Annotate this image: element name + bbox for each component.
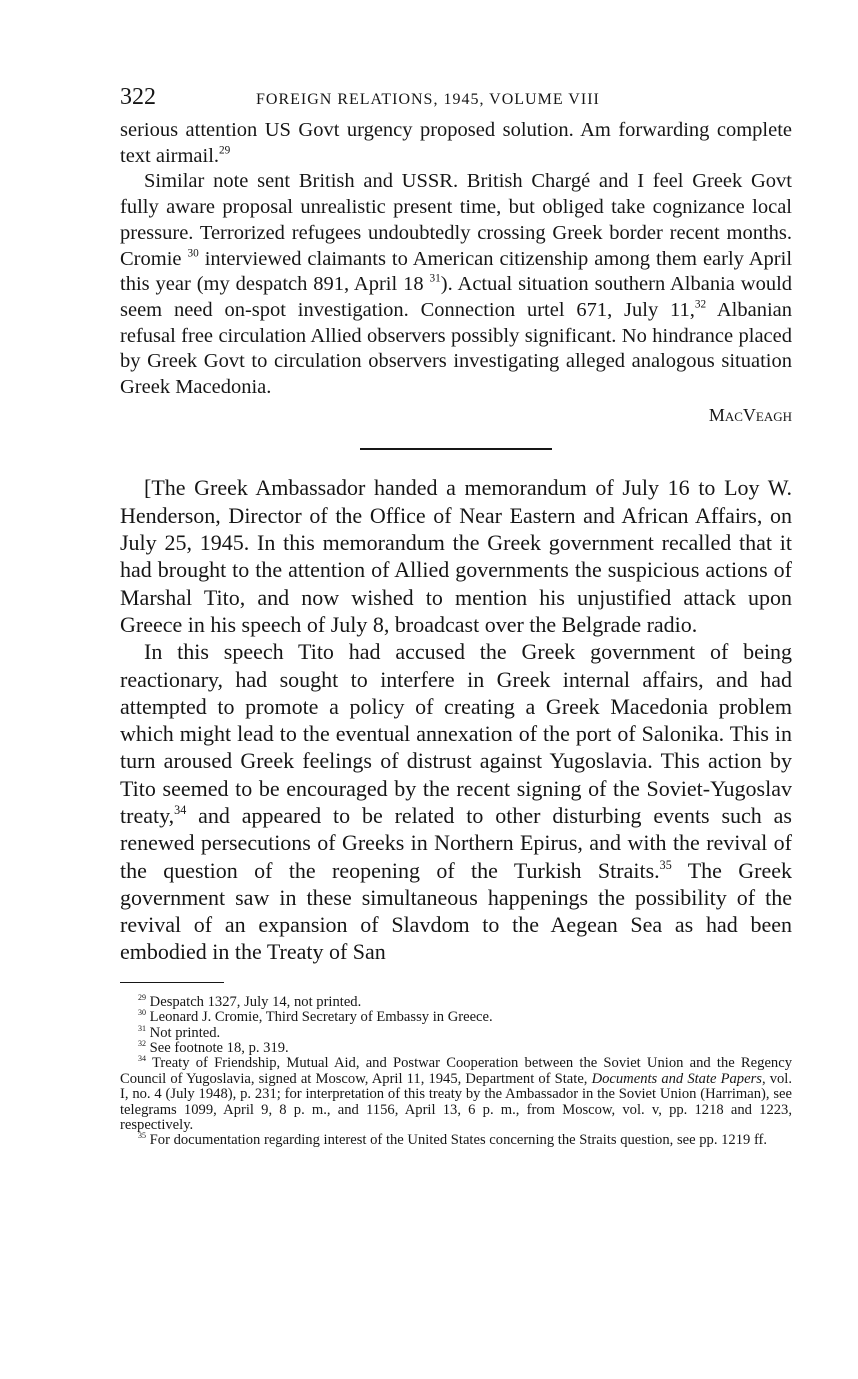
footnote-ref-29: 29 [219,144,231,157]
footnotes [120,992,792,1149]
running-head [120,84,792,118]
document-page [120,84,792,1149]
footnote-text: For documentation regarding interest of the United States concerning the Straits question, see pp. 1219 ff. [149,1132,768,1149]
page-number: 322 [120,84,156,110]
telegram-paragraph-2-part-3: ). Actual situation southern Albania would seem need on-spot investigation. Connection urtel 671, July 11, [120,273,793,321]
footnote-text: Treaty of Friendship, Mutual Aid, and Postwar Cooperation between the Soviet Union and the Regency Council of Yugoslavia, signed at Moscow, April 11, 1945, Department of State, [120,1055,792,1087]
footnote-ref-32: 32 [694,298,707,311]
footnote-31 [120,1023,792,1041]
footnote-30 [120,1010,792,1025]
telegram-paragraph-1-text: serious attention US Govt urgency proposed solution. Am forwarding complete text airmail. [120,119,792,167]
footnote-ref-35: 35 [659,857,672,872]
footnote-number: 30 [138,1008,147,1018]
footnote-number: 31 [138,1023,147,1033]
telegram-paragraph-2-part-4: Albanian refusal free circulation Allied observers possibly significant. No hindrance placed by Greek Govt to circulation observers investigating alleged analogous situation Greek Macedonia. [120,298,792,399]
footnote-ref-34: 34 [174,802,187,817]
footnote-ref-30: 30 [187,247,199,260]
editorial-paragraph-2 [120,638,792,966]
footnote-35 [120,1133,792,1148]
editorial-paragraph-1: [The Greek Ambassador handed a memorandum of July 16 to Loy W. Henderson, Director of the Office of Near Eastern and African Affairs, on July 25, 1945. In this memorandum the Greek government recalled that it had brought to the attention of Allied governments the suspicious actions of Marshal Tito, and now wished to mention his unjustified attack upon Greece in his speech of July 8, broadcast over the Belgrade radio. [120,475,792,637]
editorial-note [120,474,792,965]
footnote-29 [120,992,792,1010]
telegram-paragraph-2-part-2: interviewed claimants to American citizenship among them early April this year (my despatch 891, April 18 [120,247,793,296]
telegram-paragraph-2 [120,169,792,400]
footnote-text: Not printed. [149,1024,221,1041]
signature: MacVeagh [708,404,792,425]
footnote-text-continued: , vol. I, no. 4 (July 1948), p. 231; for interpretation of this treaty by the Ambassador in the Soviet Union (Harriman), see telegrams 1099, April 9, 8 p. m., and 1156, April 13, 6 p. m., from Moscow, vol. v, pp. 1218 and 1223, respectively. [120,1070,792,1134]
telegram-text [120,118,792,428]
editorial-paragraph-2-part-2: and appeared to be related to other disturbing events such as renewed persecutions of Greeks in Northern Epirus, and with the revival of the question of the reopening of the Turkish Straits. [120,803,792,883]
footnote-italic-title: Documents and State Papers [591,1070,762,1087]
section-divider [360,448,552,450]
footnote-number: 34 [138,1054,147,1064]
footnote-34 [120,1056,792,1133]
running-head-title: FOREIGN RELATIONS, 1945, VOLUME VIII [256,91,600,108]
footnote-number: 32 [138,1038,147,1048]
telegram-paragraph-2-part-1: Similar note sent British and USSR. British Chargé and I feel Greek Govt fully aware proposal unrealistic present time, but obliged take cognizance local pressure. Terrorized refugees undoubtedly crossing Greek border recent months. Cromie [120,170,792,270]
footnote-divider [120,982,224,983]
footnote-number: 29 [138,992,147,1002]
editorial-paragraph-2-part-1: In this speech Tito had accused the Greek government of being reactionary, had sought to interfere in Greek internal affairs, and had attempted to promote a policy of creating a Greek Macedonia problem which might lead to the eventual annexation of the port of Salonika. This in turn aroused Greek feelings of distrust against Yugoslavia. This action by Tito seemed to be encouraged by the recent signing of the Soviet-Yugoslav treaty, [120,639,792,828]
footnote-text: See footnote 18, p. 319. [149,1040,289,1056]
footnote-ref-31: 31 [429,272,441,285]
footnote-text: Despatch 1327, July 14, not printed. [149,993,362,1010]
footnote-text: Leonard J. Cromie, Third Secretary of Embassy in Greece. [149,1009,493,1026]
editorial-paragraph-2-part-3: The Greek government saw in these simultaneous happenings the possibility of the revival of an expansion of Slavdom to the Aegean Sea as had been embodied in the Treaty of San [120,857,792,965]
telegram-paragraph-1 [120,118,792,169]
footnote-number: 35 [138,1131,147,1141]
